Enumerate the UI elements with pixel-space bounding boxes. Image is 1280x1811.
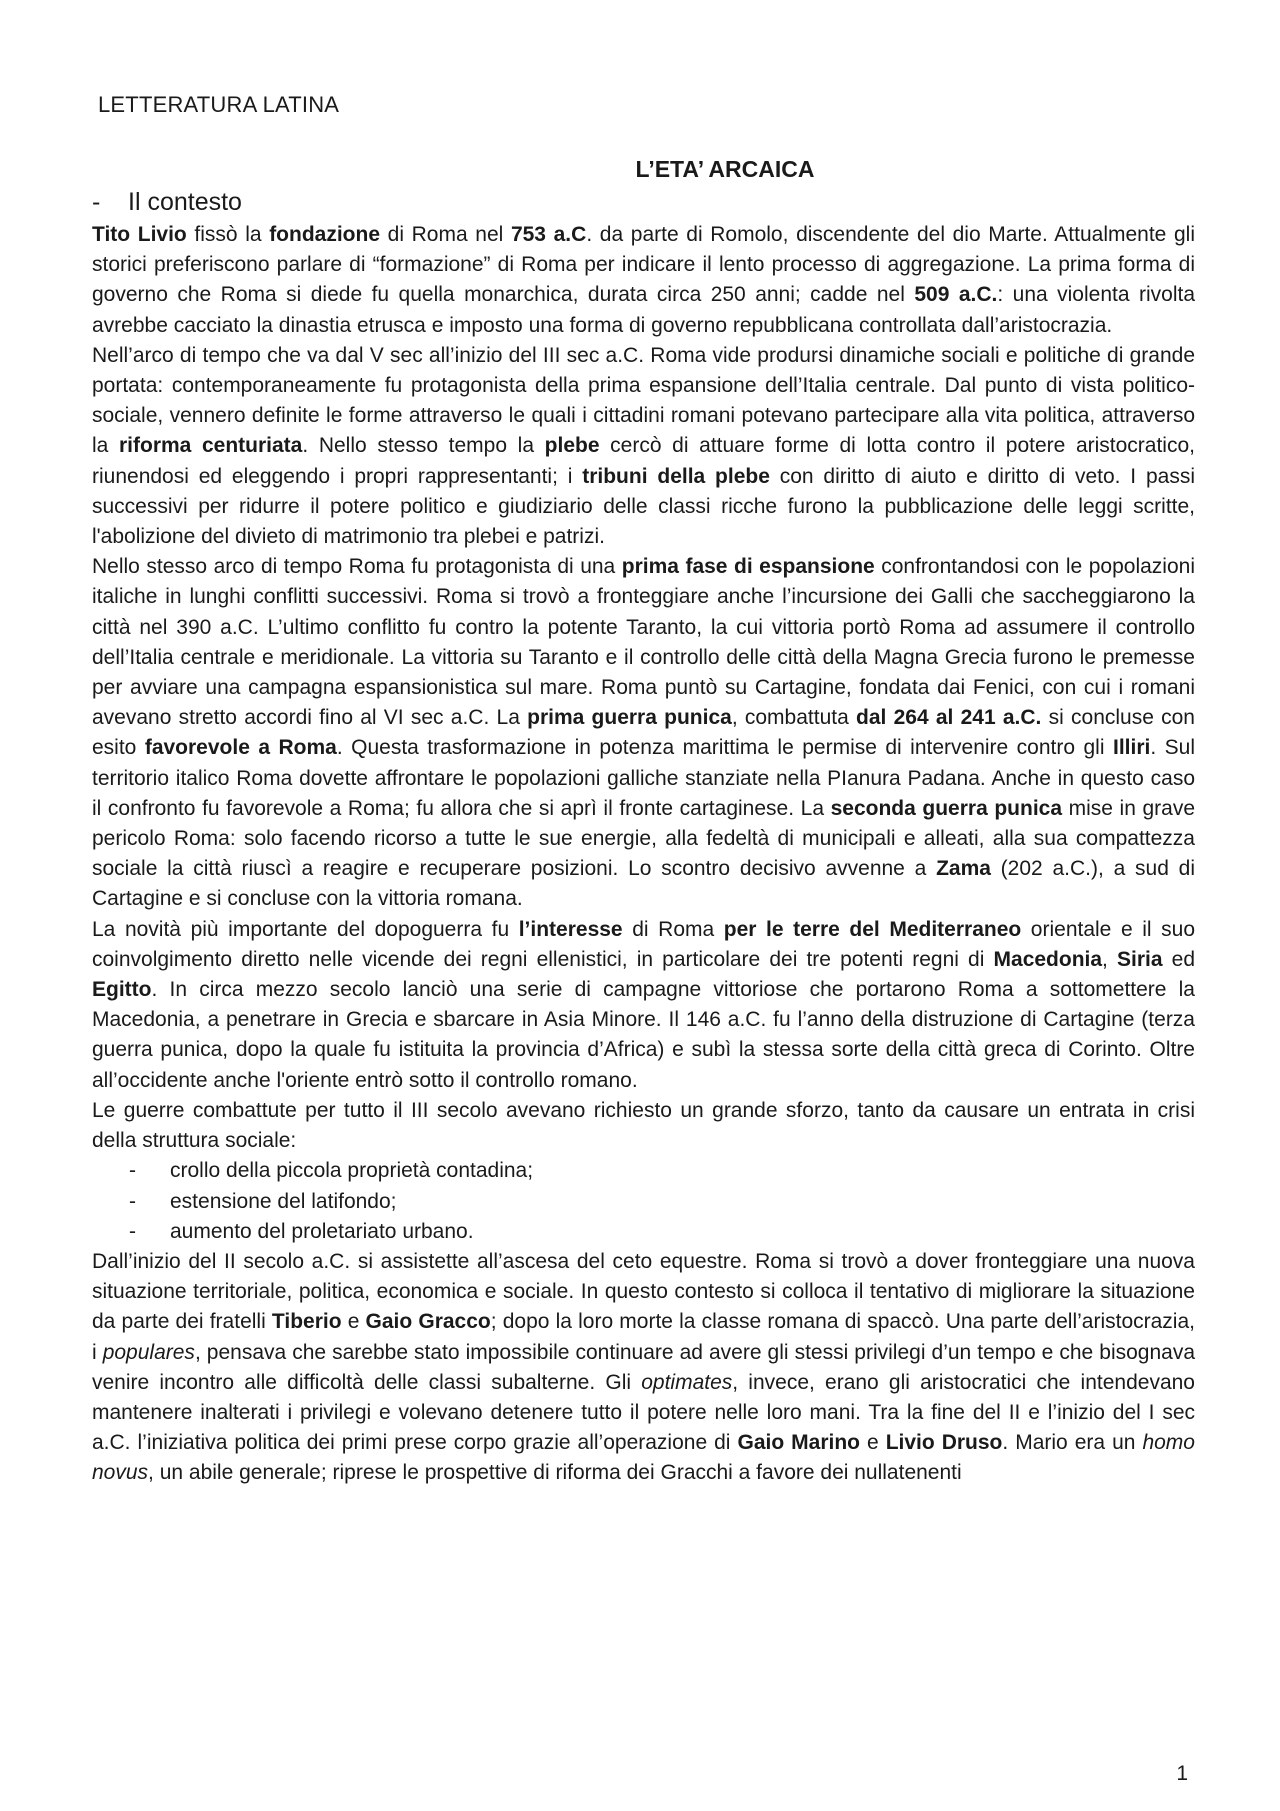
text-run: . Sul territorio italico Roma dovette affrontare le popolazioni galliche stanziate nella PIanura Padana. Anche in questo caso il confronto fu favorevole a Roma; fu allora che si aprì il fronte cartaginese. La — [92, 736, 1195, 820]
bold-text: riforma centuriata — [119, 434, 303, 458]
document-title-text: L’ETA’ ARCAICA — [635, 156, 815, 182]
text-run: , un abile generale; riprese le prospettive di riforma dei Gracchi a favore dei nullatenenti — [148, 1461, 962, 1485]
section-heading — [92, 188, 242, 217]
document-header: LETTERATURA LATINA — [98, 92, 340, 117]
bold-text: Gaio Marino — [737, 1431, 860, 1455]
bold-text: Siria — [1117, 947, 1163, 971]
text-run: e — [860, 1431, 886, 1455]
text-run: (202 a.C.), a sud di Cartagine e si concluse con la vittoria romana. — [92, 857, 1195, 911]
bold-text: Egitto — [92, 978, 152, 1002]
bold-text: l’interesse — [518, 917, 623, 941]
bold-text: plebe — [544, 434, 600, 458]
bold-text: prima guerra punica — [527, 706, 732, 730]
text-run: orientale e il suo coinvolgimento diretto nelle vicende dei regni ellenistici, in particolare dei tre potenti regni di — [92, 917, 1195, 971]
section-heading-text: Il contesto — [128, 188, 242, 216]
bold-text: Tito Livio — [92, 223, 187, 246]
list-item: - aumento del proletariato urbano. — [92, 1217, 1195, 1247]
text-run: . da parte di Romolo, discendente del dio Marte. Attualmente gli storici preferiscono parlare di “formazione” di Roma per indicare il lento processo di aggregazione. La prima forma di governo che Roma si diede fu quella monarchica, durata circa 250 anni; cadde nel — [92, 223, 1195, 307]
text-run: . Nello stesso tempo la — [302, 434, 545, 458]
text-run: , — [1102, 947, 1117, 971]
text-run: ed — [1162, 947, 1195, 971]
text-run: Dall’inizio del II secolo a.C. si assistette all’ascesa del ceto equestre. Roma si trovò a dover fronteggiare una nuova situazione territoriale, politica, economica e sociale. In questo contesto si colloca il tentativo di migliorare la situazione da parte dei fratelli — [92, 1249, 1195, 1334]
document-title — [0, 156, 1280, 183]
text-run: Nello stesso arco di tempo Roma fu protagonista di una — [92, 555, 622, 579]
text-run: confrontandosi con le popolazioni italiche in lunghi conflitti successivi. Roma si trovò a fronteggiare anche l’incursione dei Galli che saccheggiarono la città nel 390 a.C. L’ultimo conflitto fu contro la potente Taranto, la cui vittoria portò Roma ad assumere il controllo dell’Italia centrale e meridionale. La vittoria su Taranto e il controllo delle città della Magna Grecia furono le premesse per avviare una campagna espansionistica sul mare. Roma puntò su Cartagine, fondata dai Fenici, con cui i romani avevano stretto accordi fino al VI sec a.C. La — [92, 555, 1195, 730]
bold-text: prima fase di espansione — [621, 555, 875, 579]
text-run: Nell’arco di tempo che va dal V sec all’inizio del III sec a.C. Roma vide prodursi dinamiche sociali e politiche di grande portata: contemporaneamente fu protagonista della prima espansione dell’Italia centrale. Dal punto di vista politico-sociale, vennero definite le forme attraverso le quali i cittadini romani potevano partecipare alla vita politica, attraverso la — [92, 343, 1195, 458]
body-paragraph — [92, 220, 1195, 341]
bold-text: favorevole a Roma — [144, 736, 337, 760]
bullet-list — [92, 1156, 1195, 1247]
text-run: . Questa trasformazione in potenza marittima le permise di intervenire contro gli — [336, 736, 1113, 760]
text-run: mise in grave pericolo Roma: solo facendo ricorso a tutte le sue energie, alla fedeltà di municipali e alleati, alla sua compattezza sociale la città riuscì a reagire e recuperare posizioni. Lo scontro decisivo avvenne a — [92, 796, 1196, 881]
italic-text: optimates — [641, 1370, 733, 1394]
bold-text: dal 264 al 241 a.C. — [856, 706, 1042, 730]
list-item: - crollo della piccola proprietà contadina; — [92, 1156, 1195, 1186]
bold-text: 509 a.C. — [914, 283, 998, 307]
text-run: Le guerre combattute per tutto il III secolo avevano richiesto un grande sforzo, tanto da causare un entrata in crisi della struttura sociale: — [92, 1098, 1195, 1153]
text-run: si concluse con esito — [92, 706, 1195, 760]
text-run: cercò di attuare forme di lotta contro il potere aristocratico, riunendosi ed eleggendo i propri rappresentanti; i — [92, 434, 1195, 488]
bold-text: Zama — [936, 857, 991, 881]
text-run: , combattuta — [731, 706, 857, 730]
body-paragraph — [92, 1096, 1195, 1156]
text-run: di Roma — [622, 917, 724, 941]
text-run: : una violenta rivolta avrebbe cacciato la dinastia etrusca e imposto una forma di governo repubblicana controllata dall’aristocrazia. — [92, 283, 1195, 337]
text-run: di Roma nel — [380, 223, 511, 246]
document-body — [92, 220, 1195, 1489]
text-run: con diritto di aiuto e diritto di veto. I passi successivi per ridurre il potere politico e giudiziario delle classi ricche furono la pubblicazione delle leggi scritte, l'abolizione del divieto di matrimonio tra plebei e patrizi. — [92, 464, 1195, 549]
page-number: 1 — [1176, 1762, 1188, 1785]
text-run: . In circa mezzo secolo lanciò una serie di campagne vittoriose che portarono Roma a sottomettere la Macedonia, a penetrare in Grecia e sbarcare in Asia Minore. Il 146 a.C. fu l’anno della distruzione di Cartagine (terza guerra punica, dopo la quale fu istituita la provincia d’Africa) e subì la stessa sorte della città greca di Corinto. Oltre all’occidente anche l'oriente entrò sotto il controllo romano. — [92, 978, 1195, 1092]
bold-text: Livio Druso — [885, 1431, 1003, 1455]
bold-text: seconda guerra punica — [830, 796, 1063, 820]
bold-text: Gaio Gracco — [365, 1310, 491, 1334]
bold-text: Illiri — [1112, 736, 1151, 760]
text-run: , invece, erano gli aristocratici che intendevano mantenere inalterati i privilegi e volevano detenere tutto il potere nelle loro mani. Tra la fine del II e l’inizio del I sec a.C. l’iniziativa politica dei primi prese corpo grazie all’operazione di — [92, 1370, 1195, 1455]
closing-paragraph — [92, 1247, 1195, 1489]
body-paragraph — [92, 915, 1195, 1096]
bold-text: fondazione — [269, 223, 381, 246]
text-run: . Mario era un — [1002, 1431, 1143, 1455]
bold-text: Tiberio — [271, 1310, 342, 1334]
body-paragraph — [92, 552, 1195, 914]
text-run: La novità più importante del dopoguerra fu — [92, 917, 519, 941]
text-run: fissò la — [186, 223, 270, 246]
italic-text: homo novus — [92, 1431, 1195, 1485]
list-item: - estensione del latifondo; — [92, 1187, 1195, 1217]
bold-text: 753 a.C — [510, 223, 587, 246]
body-paragraph — [92, 341, 1195, 552]
italic-text: populares — [102, 1340, 195, 1364]
text-run: ; dopo la loro morte la classe romana di spaccò. Una parte dell’aristocrazia, i — [92, 1310, 1195, 1364]
bold-text: tribuni della plebe — [582, 464, 770, 488]
section-dash: - — [92, 188, 101, 216]
bold-text: per le terre del Mediterraneo — [723, 917, 1022, 941]
text-run: , pensava che sarebbe stato impossibile continuare ad avere gli stessi privilegi d’un tempo e che bisognava venire incontro alle difficoltà delle classi subalterne. Gli — [92, 1340, 1196, 1394]
text-run: e — [341, 1310, 366, 1334]
bold-text: Macedonia — [993, 947, 1103, 971]
